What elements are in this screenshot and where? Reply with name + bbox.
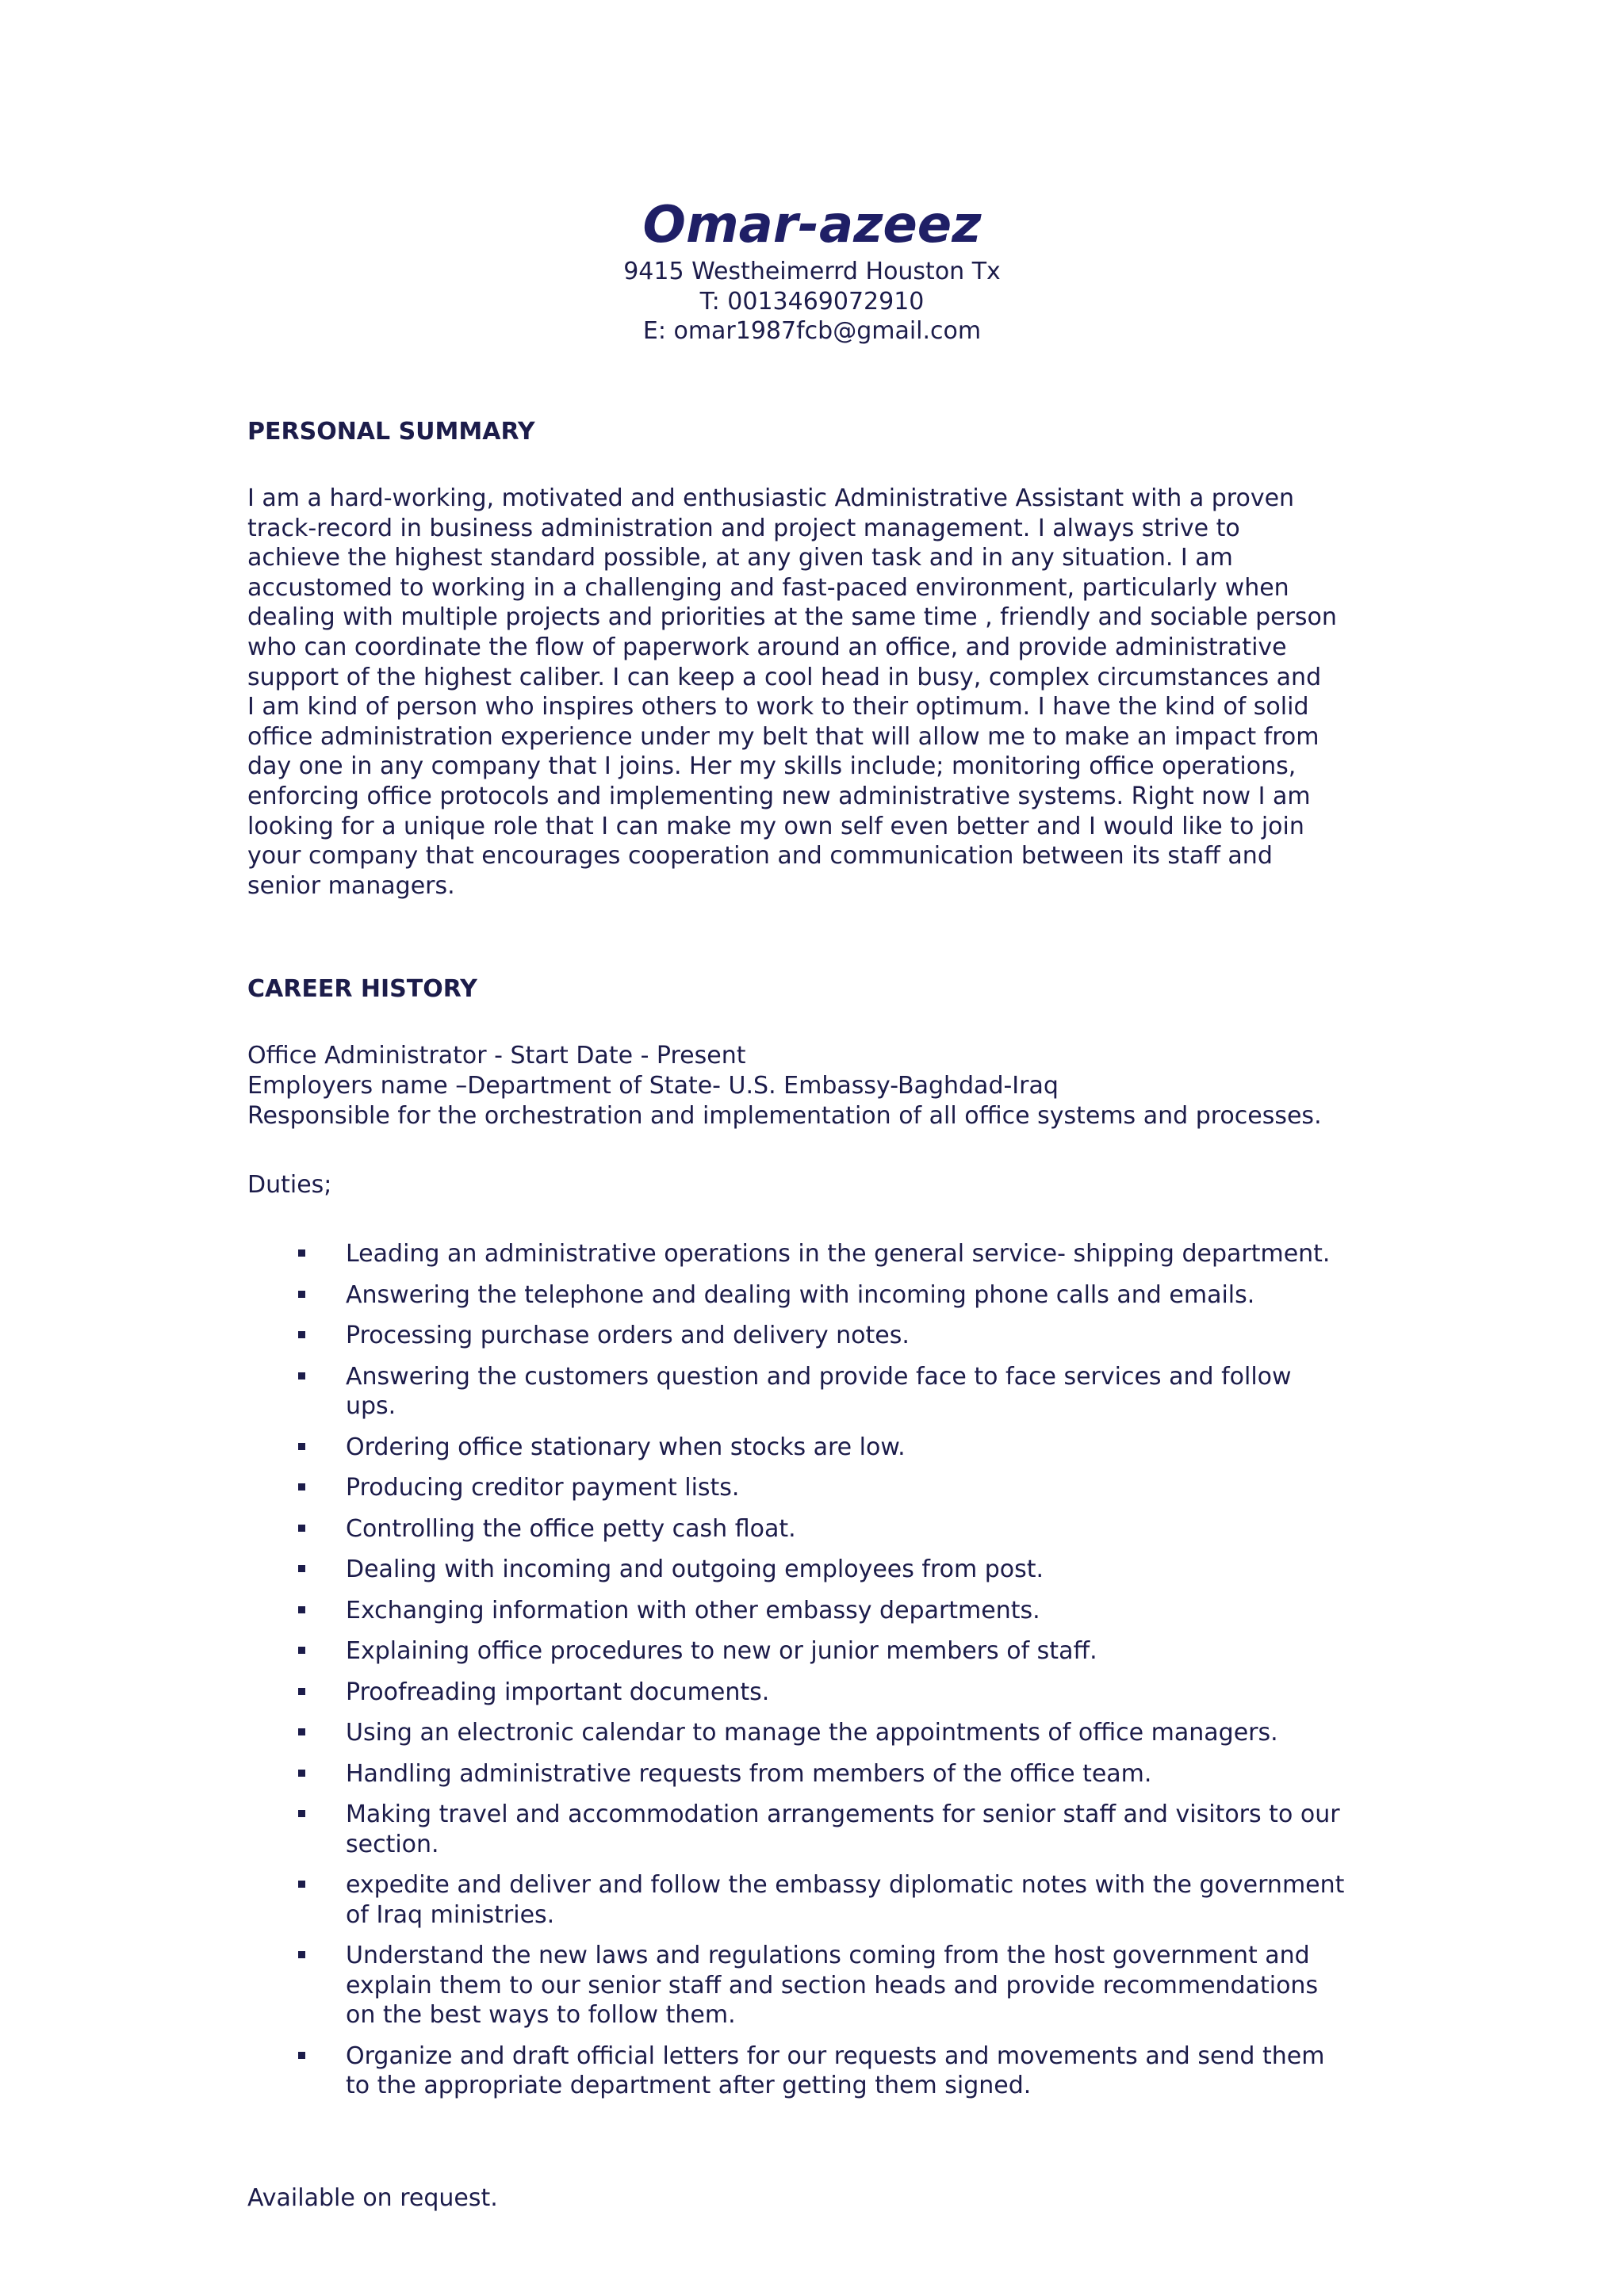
duty-text: Handling administrative requests from members of the office team. <box>346 1759 1152 1788</box>
summary-line: dealing with multiple projects and priorities at the same time , friendly and sociable person <box>247 603 1337 632</box>
duty-item <box>247 1800 1405 1859</box>
duty-item <box>247 1941 1405 2030</box>
duty-text: Explaining office procedures to new or junior members of staff. <box>346 1637 1097 1665</box>
contact-block <box>0 257 1624 346</box>
duty-text: of Iraq ministries. <box>346 1900 555 1929</box>
summary-line: enforcing office protocols and implementing new administrative systems. Right now I am <box>247 782 1311 810</box>
personal-summary-heading: PERSONAL SUMMARY <box>247 418 535 446</box>
square-bullet-icon <box>298 1525 305 1532</box>
summary-line: office administration experience under my belt that will allow me to make an impact from <box>247 722 1320 751</box>
job-employer: Employers name –Department of State- U.S. Embassy-Baghdad-Iraq <box>247 1072 1059 1100</box>
summary-line: achieve the highest standard possible, at any given task and in any situation. I am <box>247 544 1233 572</box>
square-bullet-icon <box>298 1770 305 1777</box>
square-bullet-icon <box>298 2052 305 2059</box>
duty-text: Making travel and accommodation arrangements for senior staff and visitors to our <box>346 1800 1340 1828</box>
duty-text: Controlling the office petty cash float. <box>346 1514 796 1543</box>
duties-label: Duties; <box>247 1171 332 1199</box>
candidate-name: Omar-azeez <box>642 196 982 254</box>
email[interactable]: E: omar1987fcb@gmail.com <box>642 317 982 345</box>
summary-line: looking for a unique role that I can make my own self even better and I would like to join <box>247 812 1304 840</box>
duty-item <box>247 1321 1405 1351</box>
job-position: Office Administrator - Start Date - Present <box>247 1042 746 1070</box>
phone: T: 0013469072910 <box>699 287 925 316</box>
duty-text: section. <box>346 1830 439 1858</box>
duty-text: Answering the customers question and provide face to face services and follow <box>346 1362 1292 1391</box>
duty-item <box>247 1433 1405 1463</box>
duty-text: Leading an administrative operations in the general service- shipping department. <box>346 1240 1331 1268</box>
duty-text: explain them to our senior staff and section heads and provide recommendations <box>346 1971 1319 1999</box>
duty-text: expedite and deliver and follow the embassy diplomatic notes with the government <box>346 1871 1345 1899</box>
duty-item <box>247 1870 1405 1930</box>
address: 9415 Westheimerrd Houston Tx <box>623 258 1001 285</box>
job-responsibility: Responsible for the orchestration and implementation of all office systems and processes. <box>247 1102 1322 1130</box>
square-bullet-icon <box>298 1606 305 1613</box>
career-history-heading: CAREER HISTORY <box>247 975 477 1003</box>
duty-text: ups. <box>346 1392 396 1420</box>
duty-text: Producing creditor payment lists. <box>346 1474 740 1502</box>
summary-line: senior managers. <box>247 871 455 900</box>
summary-line: who can coordinate the flow of paperwork around an office, and provide administrative <box>247 633 1287 661</box>
duty-text: Understand the new laws and regulations coming from the host government and <box>346 1942 1310 1969</box>
square-bullet-icon <box>298 1565 305 1572</box>
duty-text: Answering the telephone and dealing with incoming phone calls and emails. <box>346 1280 1255 1309</box>
duty-item <box>247 1718 1405 1748</box>
summary-line: day one in any company that I joins. Her my skills include; monitoring office operations, <box>247 752 1297 781</box>
square-bullet-icon <box>298 1372 305 1380</box>
summary-line: track-record in business administration and project management. I always strive to <box>247 514 1240 542</box>
square-bullet-icon <box>298 1881 305 1888</box>
duty-item <box>247 1596 1405 1626</box>
duty-text: to the appropriate department after getting them signed. <box>346 2072 1032 2099</box>
summary-line: your company that encourages cooperation and communication between its staff and <box>247 842 1273 871</box>
duty-item <box>247 1362 1405 1422</box>
square-bullet-icon <box>298 1728 305 1735</box>
duty-item <box>247 1514 1405 1544</box>
square-bullet-icon <box>298 1647 305 1654</box>
duty-text: Proofreading important documents. <box>346 1678 770 1706</box>
summary-line: support of the highest caliber. I can keep a cool head in busy, complex circumstances and <box>247 663 1322 691</box>
square-bullet-icon <box>298 1443 305 1450</box>
duty-item <box>247 1239 1405 1269</box>
duty-item <box>247 1555 1405 1585</box>
personal-summary-text <box>247 484 1405 901</box>
duty-text: Using an electronic calendar to manage the appointments of office managers. <box>346 1719 1278 1747</box>
square-bullet-icon <box>298 1688 305 1695</box>
duty-text: Ordering office stationary when stocks are low. <box>346 1433 906 1461</box>
duty-text: on the best ways to follow them. <box>346 2001 736 2029</box>
duty-text: Processing purchase orders and delivery notes. <box>346 1322 910 1349</box>
summary-line: accustomed to working in a challenging and fast-paced environment, particularly when <box>247 573 1289 602</box>
square-bullet-icon <box>298 1810 305 1817</box>
duty-item <box>247 1280 1405 1311</box>
duty-item <box>247 1473 1405 1503</box>
duty-item <box>247 1759 1405 1789</box>
square-bullet-icon <box>298 1331 305 1338</box>
duties-list <box>247 1239 1405 2112</box>
summary-line: I am a hard-working, motivated and enthusiastic Administrative Assistant with a proven <box>247 484 1295 512</box>
job-entry <box>247 1041 1322 1131</box>
duty-text: Exchanging information with other embassy departments. <box>346 1596 1040 1624</box>
duty-item <box>247 1636 1405 1667</box>
square-bullet-icon <box>298 1291 305 1298</box>
square-bullet-icon <box>298 1249 305 1257</box>
square-bullet-icon <box>298 1951 305 1958</box>
square-bullet-icon <box>298 1483 305 1490</box>
references-note: Available on request. <box>247 2184 498 2212</box>
duty-item <box>247 1678 1405 1708</box>
duty-text: Organize and draft official letters for our requests and movements and send them <box>346 2042 1325 2070</box>
duty-item <box>247 2042 1405 2101</box>
summary-line: I am kind of person who inspires others to work to their optimum. I have the kind of solid <box>247 693 1309 721</box>
duty-text: Dealing with incoming and outgoing employees from post. <box>346 1556 1044 1583</box>
